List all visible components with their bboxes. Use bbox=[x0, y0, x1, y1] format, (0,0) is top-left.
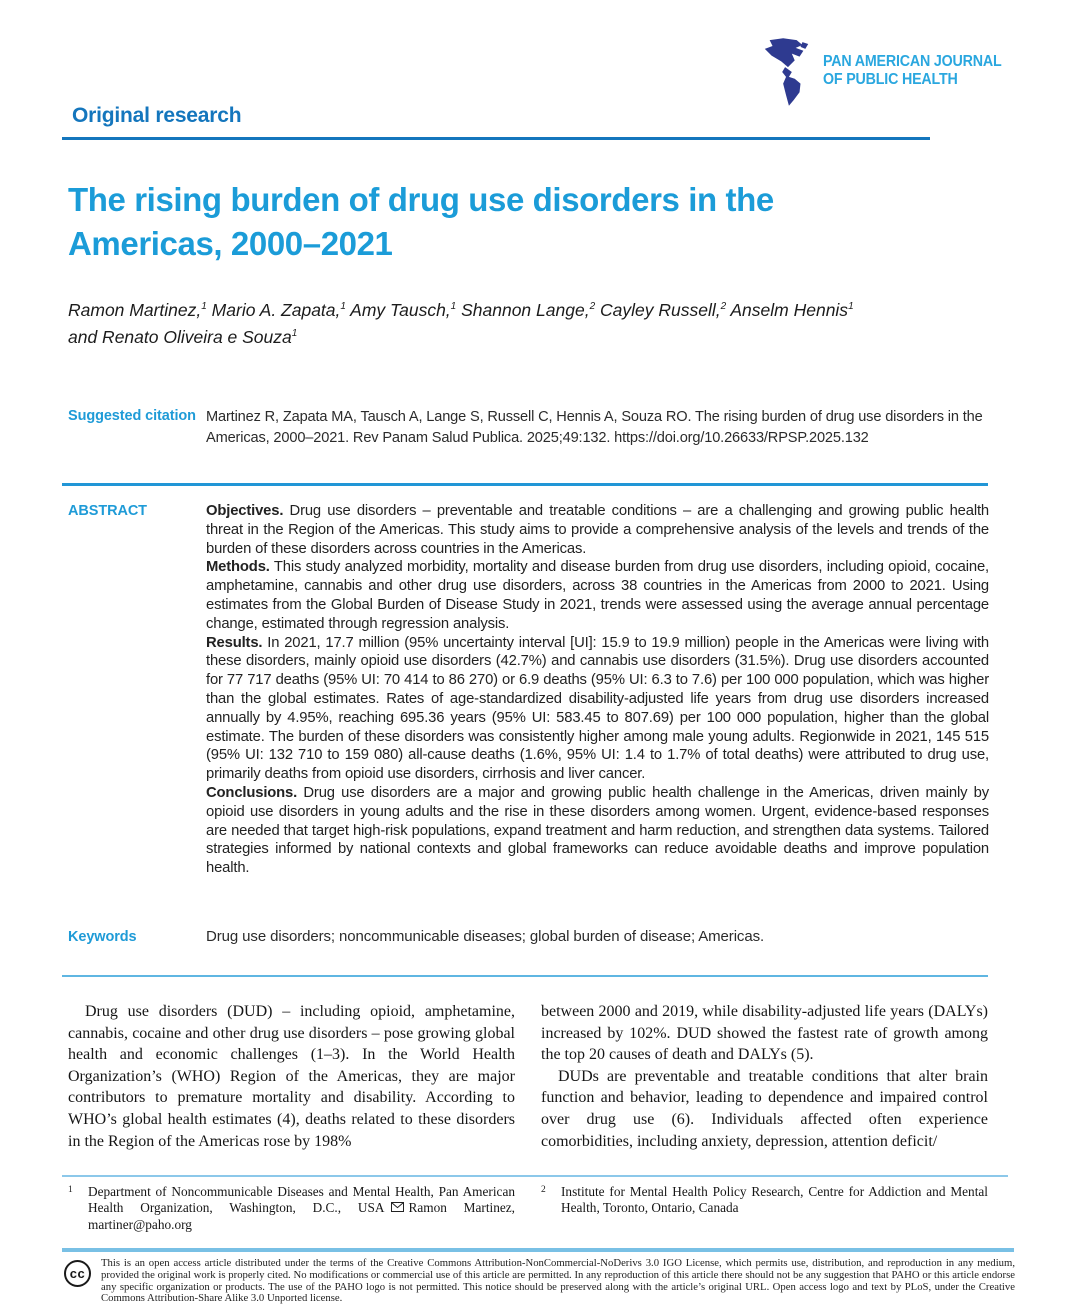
abstract-objectives-lead: Objectives. bbox=[206, 503, 284, 519]
journal-name-line1: PAN AMERICAN JOURNAL bbox=[823, 53, 1002, 70]
author: and Renato Oliveira e Souza bbox=[68, 327, 292, 347]
abstract-methods-lead: Methods. bbox=[206, 559, 270, 576]
journal-logo bbox=[760, 38, 1017, 106]
footnote-text bbox=[88, 1184, 515, 1233]
footnote-2 bbox=[541, 1184, 988, 1233]
author-affiliation-marker: 1 bbox=[291, 328, 298, 340]
author: Cayley Russell, bbox=[595, 300, 721, 320]
author-affiliation-marker: 1 bbox=[450, 301, 457, 313]
author: Amy Tausch, bbox=[345, 300, 451, 320]
author: Ramon Martinez, bbox=[68, 300, 202, 320]
author: Mario A. Zapata, bbox=[206, 300, 341, 320]
left-column bbox=[68, 1001, 515, 1152]
footnote-marker: 1 bbox=[68, 1185, 73, 1195]
author: Shannon Lange, bbox=[456, 300, 590, 320]
author-affiliation-marker: 2 bbox=[589, 301, 596, 313]
body-paragraph: DUDs are preventable and treatable conditions that alter brain function and behavior, leading to dependence and impaired control over drug use (6). Individuals affected often experience comorbidities, including anxiety, depression, attention deficit/ bbox=[541, 1067, 988, 1150]
author: Anselm Hennis bbox=[726, 300, 849, 320]
affiliation-text: Department of Noncommunicable Diseases and Mental Health, Pan American Health Organization, Washington, D.C., USA bbox=[88, 1184, 515, 1216]
abstract-conclusions-text: Drug use disorders are a major and growing public health challenge in the Americas, driven mainly by opioid use disorders in young adults and the rise in these disorders among women. Urgent, evidence-based responses are needed that target high-risk populations, expand treatment and harm reduction, and strengthen data systems. Tailored strategies informed by national contexts and global frameworks can reduce avoidable deaths and improve population health. bbox=[206, 784, 989, 877]
cc-label: cc bbox=[69, 1266, 86, 1281]
journal-name-line2: OF PUBLIC HEALTH bbox=[823, 70, 958, 88]
footnote-1 bbox=[68, 1184, 515, 1233]
keywords-text: Drug use disorders; noncommunicable diseases; global burden of disease; Americas. bbox=[206, 928, 765, 945]
email-icon bbox=[391, 1200, 404, 1216]
americas-map-icon bbox=[760, 38, 814, 106]
abstract-methods-text: This study analyzed morbidity, mortality and disease burden from drug use disorders, including opioid, cocaine, amphetamine, cannabis and other drug use disorders, across 38 countries in the Americas from 2000 to 2021. Using estimates from the Global Burden of Disease Study in 2021, trends were assessed using the average annual percentage change, estimated through regression analysis. bbox=[206, 559, 989, 632]
citation-text: Martinez R, Zapata MA, Tausch A, Lange S, Russell C, Hennis A, Souza RO. The rising burden of drug use disorders in the Americas, 2000–2021. Rev Panam Salud Publica. 2025;49:132. https://doi.org/10.26633/RPSP.2025.132 bbox=[206, 409, 983, 446]
suggested-citation-label: Suggested citation bbox=[68, 408, 196, 424]
license-text: This is an open access article distributed under the terms of the Creative Commons Attribution-NonCommercial-NoDerivs 3.0 IGO License, which permits use, distribution, and reproduction in any medium, provided the original work is properly cited. No modifications or commercial use of this article are permitted. In any reproduction of this article there should not be any suggestion that PAHO or this article endorse any specific organization or products. The use of the PAHO logo is not permitted. This notice should be preserved along with the article’s original URL. Open access logo and text by PLoS, under the Creative Commons Attribution-Share Alike 3.0 Unported license. bbox=[101, 1257, 1015, 1305]
abstract-objectives-text: Drug use disorders – preventable and treatable conditions – are a challenging and growing public health threat in the Region of the Americas. This study aims to provide a comprehensive analysis of the levels and trends of the burden of these disorders across countries in the Americas. bbox=[206, 503, 989, 557]
journal-name bbox=[823, 53, 1002, 88]
abstract-methods bbox=[206, 558, 989, 633]
abstract-results-lead: Results. bbox=[206, 634, 263, 651]
corresponding-author-contact: Ramon Martinez, martiner@paho.org bbox=[88, 1200, 515, 1232]
abstract-conclusions bbox=[206, 784, 989, 878]
abstract-objectives bbox=[206, 502, 989, 558]
abstract-results-text: In 2021, 17.7 million (95% uncertainty interval [UI]: 15.9 to 19.9 million) people in the Americas were living with these disorders, mainly opioid use disorders (42.7%) and cannabis use disorders (31.5%). Drug use disorders accounted for 77 717 deaths (95% UI: 70 414 to 86 270) or 6.9 deaths (95% UI: 6.3 to 7.6) per 100 000 population, which was higher than the global estimates. Rates of age-standardized disability-adjusted life years from drug use disorders increased annually by 4.95%, reaching 695.36 years (95% UI: 583.45 to 807.69) per 100 000 population, higher than the global estimate. The burden of these disorders was consistently higher among male young adults. Regionwide in 2021, 145 515 (95% UI: 132 710 to 159 080) all-cause deaths (1.6%, 95% UI: 1.4 to 1.7% of total deaths) were attributed to drug use, primarily deaths from opioid use disorders, cirrhosis and liver cancer. bbox=[206, 634, 989, 783]
title-line1: The rising burden of drug use disorders in the bbox=[68, 181, 774, 218]
article-title bbox=[68, 178, 1008, 266]
cc-icon bbox=[64, 1260, 91, 1287]
affiliation-text: Institute for Mental Health Policy Research, Centre for Addiction and Mental Health, Toronto, Ontario, Canada bbox=[561, 1184, 988, 1216]
author-affiliation-marker: 1 bbox=[340, 301, 346, 313]
suggested-citation-block bbox=[68, 407, 989, 448]
abstract-label: ABSTRACT bbox=[68, 503, 147, 519]
keywords-block bbox=[68, 928, 989, 945]
body-paragraph: Drug use disorders (DUD) – including opioid, amphetamine, cannabis, cocaine and other drug use disorders – pose growing global health and economic challenges (1–3). In the World Health Organization’s (WHO) Region of the Americas, they are major contributors to premature mortality and disability. According to WHO’s global health estimates (4), deaths related to these disorders in the Region of the Americas rose by 198% bbox=[68, 1003, 515, 1150]
keywords-bottom-rule bbox=[62, 975, 988, 977]
abstract-top-rule bbox=[62, 483, 988, 486]
author-affiliation-marker: 1 bbox=[848, 301, 854, 313]
right-column bbox=[541, 1001, 988, 1152]
license-block bbox=[64, 1258, 1015, 1305]
abstract-results bbox=[206, 634, 989, 784]
footnote-text bbox=[561, 1184, 988, 1233]
body-text-columns bbox=[68, 1001, 989, 1152]
body-paragraph: between 2000 and 2019, while disability-adjusted life years (DALYs) increased by 102%. DUD showed the fastest rate of growth among the top 20 causes of death and DALYs (5). bbox=[541, 1003, 988, 1064]
footnote-marker: 2 bbox=[541, 1185, 546, 1195]
keywords-label: Keywords bbox=[68, 929, 137, 945]
footnotes bbox=[68, 1184, 989, 1233]
footnote-rule bbox=[62, 1175, 1008, 1177]
author-affiliation-marker: 2 bbox=[720, 301, 727, 313]
abstract-conclusions-lead: Conclusions. bbox=[206, 784, 298, 801]
title-line2: Americas, 2000–2021 bbox=[68, 225, 393, 262]
license-rule bbox=[62, 1248, 1014, 1252]
article-type-label: Original research bbox=[72, 104, 242, 127]
abstract-text bbox=[206, 502, 989, 878]
author-list bbox=[68, 297, 1003, 351]
header-rule bbox=[62, 137, 930, 140]
author-affiliation-marker: 1 bbox=[201, 301, 207, 313]
abstract-block bbox=[68, 502, 989, 878]
